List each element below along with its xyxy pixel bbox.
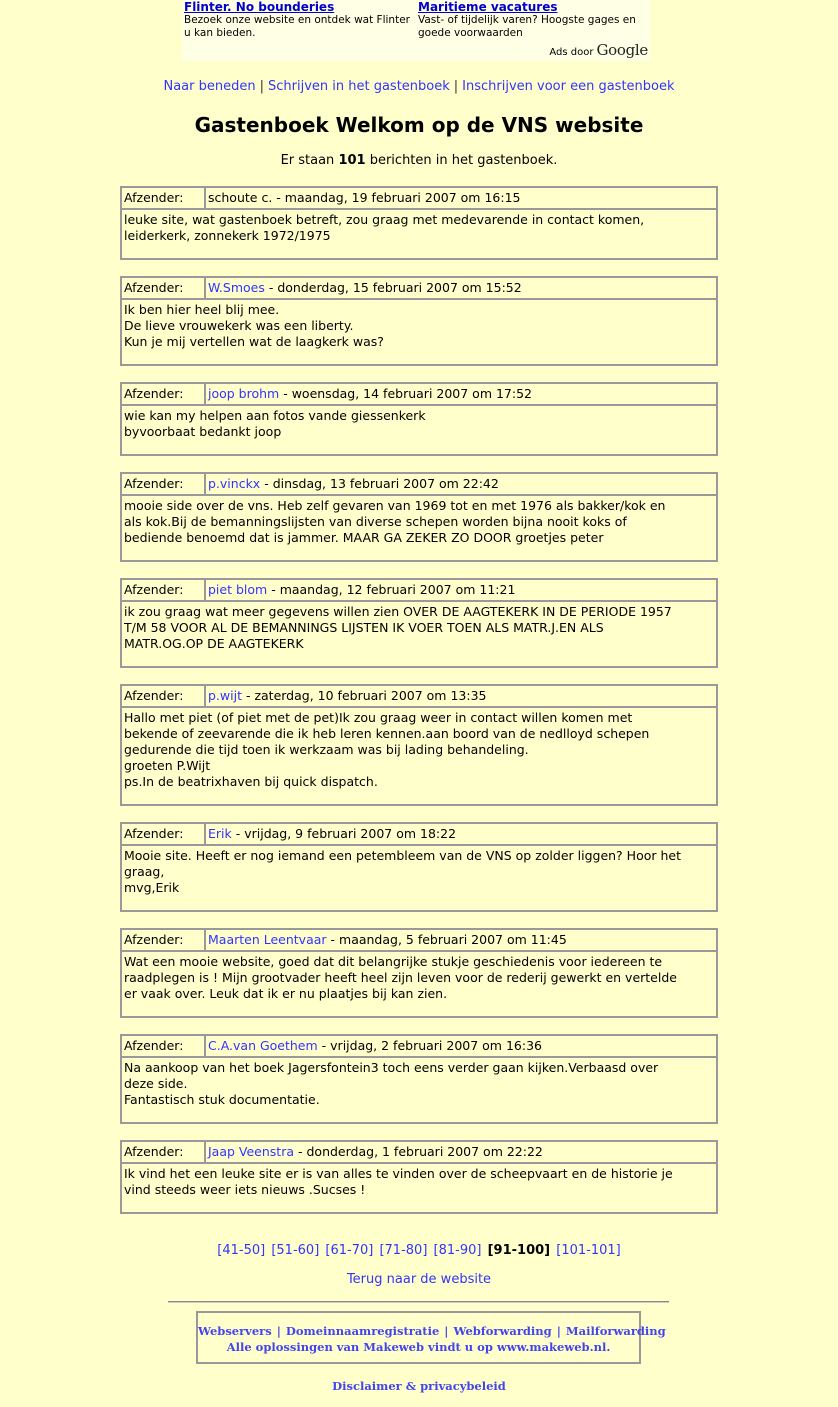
footer-tagline-link[interactable]: Alle oplossingen van Makeweb vindt u op www.makeweb.nl.: [226, 1340, 611, 1354]
entry-header: [122, 1142, 716, 1164]
entry-header: [122, 278, 716, 300]
guestbook-entry: [120, 472, 718, 562]
guestbook-entry: [120, 186, 718, 260]
entry-header: [122, 188, 716, 210]
google-ads-box: [182, 0, 650, 61]
disclaimer-link[interactable]: Disclaimer & privacybeleid: [332, 1379, 506, 1393]
entry-message: leuke site, wat gastenboek betreft, zou graag met medevarende in contact komen, leiderkerk, zonnekerk 1972/1975: [124, 212, 645, 243]
sender-label: Afzender:: [122, 824, 206, 844]
entry-meta: p.wijt - zaterdag, 10 februari 2007 om 13:35: [208, 688, 487, 703]
pagination: [0, 1243, 838, 1258]
sender-name-link[interactable]: p.vinckx: [208, 476, 261, 491]
footer-separator: |: [276, 1324, 281, 1338]
guestbook-entry: [120, 928, 718, 1018]
nav-naar-beneden[interactable]: Naar beneden: [163, 79, 256, 94]
entry-meta: Erik - vrijdag, 9 februari 2007 om 18:22: [208, 826, 457, 841]
entry-date: vrijdag, 2 februari 2007 om 16:36: [330, 1038, 542, 1053]
page-link[interactable]: [101-101]: [556, 1243, 621, 1258]
entry-message: ik zou graag wat meer gegevens willen zien OVER DE AAGTEKERK IN DE PERIODE 1957 T/M 58 VOOR AL DE BEMANNINGS LIJSTEN IK VOER TOEN ALS MATR.J.EN ALS MATR.OG.OP DE AAGTEKERK: [124, 604, 672, 651]
sender-label: Afzender:: [122, 188, 206, 208]
page-link[interactable]: [51-60]: [271, 1243, 320, 1258]
entry-message: Hallo met piet (of piet met de pet)Ik zou graag weer in contact willen komen met bekende of zeevarende die ik heb leren kennen.aan boord van de nedlloyd schepen gedurende die tijd toen ik werkzaam was bij lading behandeling. groeten P.Wijt ps.In de beatrixhaven bij quick dispatch.: [124, 710, 650, 789]
entry-date: vrijdag, 9 februari 2007 om 18:22: [244, 826, 457, 841]
entry-header: [122, 1036, 716, 1058]
entry-date: dinsdag, 13 februari 2007 om 22:42: [272, 476, 499, 491]
entry-date: maandag, 19 februari 2007 om 16:15: [284, 190, 521, 205]
entry-meta: W.Smoes - donderdag, 15 februari 2007 om 15:52: [208, 280, 522, 295]
entry-header: [122, 686, 716, 708]
footer-link-webforwarding[interactable]: Webforwarding: [453, 1324, 552, 1338]
guestbook-entries: [120, 186, 718, 1230]
guestbook-entry: [120, 822, 718, 912]
top-navigation: [0, 79, 838, 94]
entry-meta: piet blom - maandag, 12 februari 2007 om 11:21: [208, 582, 516, 597]
ad-text: Vast- of tijdelijk varen? Hoogste gages en goede voorwaarden: [418, 14, 636, 39]
sender-name-link[interactable]: piet blom: [208, 582, 268, 597]
sender-label: Afzender:: [122, 686, 206, 706]
guestbook-entry: [120, 1034, 718, 1124]
entry-header: [122, 930, 716, 952]
entry-message: Na aankoop van het boek Jagersfontein3 toch eens verder gaan kijken.Verbaasd over deze side. Fantastisch stuk documentatie.: [124, 1060, 659, 1107]
entry-meta: schoute c. - maandag, 19 februari 2007 om 16:15: [208, 190, 521, 205]
sender-label: Afzender:: [122, 278, 206, 298]
page-link[interactable]: [81-90]: [433, 1243, 482, 1258]
page-link[interactable]: [41-50]: [217, 1243, 266, 1258]
entry-header: [122, 384, 716, 406]
entry-message: Ik ben hier heel blij mee. De lieve vrouwekerk was een liberty. Kun je mij vertellen wat de laagkerk was?: [124, 302, 384, 349]
entry-meta: Maarten Leentvaar - maandag, 5 februari 2007 om 11:45: [208, 932, 567, 947]
entry-message: Wat een mooie website, goed dat dit belangrijke stukje geschiedenis voor iedereen te raadplegen is ! Mijn grootvader heeft heel zijn leven voor de rederij gewerkt en vertelde er vaak over. Leuk dat ik er nu plaatjes bij kan zien.: [124, 954, 677, 1001]
nav-separator: |: [259, 79, 264, 94]
page-current: [91-100]: [487, 1243, 551, 1258]
guestbook-entry: [120, 1140, 718, 1214]
ad-item: [184, 0, 412, 40]
entry-message: Mooie site. Heeft er nog iemand een petembleem van de VNS op zolder liggen? Hoor het graag, mvg,Erik: [124, 848, 681, 895]
footer-link-webservers[interactable]: Webservers: [198, 1324, 272, 1338]
entry-message: wie kan my helpen aan fotos vande giessenkerk byvoorbaat bedankt joop: [124, 408, 426, 439]
entry-date: maandag, 5 februari 2007 om 11:45: [339, 932, 567, 947]
makeweb-footer: [196, 1311, 666, 1364]
entry-date: woensdag, 14 februari 2007 om 17:52: [291, 386, 532, 401]
entry-date: zaterdag, 10 februari 2007 om 13:35: [254, 688, 487, 703]
footer-link-mailforwarding[interactable]: Mailforwarding: [565, 1324, 666, 1338]
sender-label: Afzender:: [122, 580, 206, 600]
page-title: Gastenboek Welkom op de VNS website: [194, 113, 644, 137]
count-prefix: Er staan: [280, 153, 339, 168]
sender-name-link[interactable]: C.A.van Goethem: [208, 1038, 318, 1053]
nav-inschrijven[interactable]: Inschrijven voor een gastenboek: [462, 79, 675, 94]
ad-title-link[interactable]: Maritieme vacatures: [418, 0, 558, 14]
sender-label: Afzender:: [122, 1036, 206, 1056]
guestbook-entry: [120, 578, 718, 668]
entry-date: donderdag, 15 februari 2007 om 15:52: [277, 280, 522, 295]
sender-name-link[interactable]: Erik: [208, 826, 232, 841]
entry-date: maandag, 12 februari 2007 om 11:21: [279, 582, 516, 597]
guestbook-entry: [120, 382, 718, 456]
ad-item: [418, 0, 646, 40]
sender-label: Afzender:: [122, 384, 206, 404]
entry-message: mooie side over de vns. Heb zelf gevaren van 1969 tot en met 1976 als bakker/kok en als kok.Bij de bemanningslijsten van diverse schepen worden bijna nooit koks of bediende benoemd dat is jammer. MAAR GA ZEKER ZO DOOR groetjes peter: [124, 498, 666, 545]
ads-by-label: Ads door: [549, 47, 594, 58]
entry-header: [122, 474, 716, 496]
sender-label: Afzender:: [122, 1142, 206, 1162]
sender-name: schoute c.: [208, 190, 273, 205]
footer-separator: |: [556, 1324, 561, 1338]
sender-label: Afzender:: [122, 474, 206, 494]
page-link[interactable]: [61-70]: [325, 1243, 374, 1258]
sender-name-link[interactable]: joop brohm: [208, 386, 280, 401]
disclaimer: [0, 1379, 838, 1393]
count-suffix: berichten in het gastenboek.: [365, 153, 558, 168]
guestbook-entry: [120, 684, 718, 806]
sender-name-link[interactable]: p.wijt: [208, 688, 242, 703]
nav-schrijven[interactable]: Schrijven in het gastenboek: [267, 79, 450, 94]
entry-header: [122, 824, 716, 846]
count-number: 101: [338, 153, 366, 168]
footer-links: [198, 1323, 666, 1339]
page-link[interactable]: [71-80]: [379, 1243, 428, 1258]
google-logo: Google: [596, 41, 648, 59]
ad-title-link[interactable]: Flinter. No bounderies: [184, 0, 335, 14]
sender-name-link[interactable]: W.Smoes: [208, 280, 265, 295]
message-count: [0, 153, 838, 168]
footer-link-domeinnaamregistratie[interactable]: Domeinnaamregistratie: [285, 1324, 440, 1338]
sender-name-link[interactable]: Maarten Leentvaar: [208, 932, 327, 947]
back-to-website-link[interactable]: Terug naar de website: [346, 1272, 492, 1287]
entry-meta: C.A.van Goethem - vrijdag, 2 februari 2007 om 16:36: [208, 1038, 542, 1053]
ad-text: Bezoek onze website en ontdek wat Flinter u kan bieden.: [184, 14, 410, 39]
entry-meta: p.vinckx - dinsdag, 13 februari 2007 om 22:42: [208, 476, 499, 491]
guestbook-entry: [120, 276, 718, 366]
entry-meta: joop brohm - woensdag, 14 februari 2007 om 17:52: [208, 386, 532, 401]
back-to-website: [0, 1272, 838, 1287]
entry-meta: Jaap Veenstra - donderdag, 1 februari 2007 om 22:22: [208, 1144, 543, 1159]
entry-message: Ik vind het een leuke site er is van alles te vinden over de scheepvaart en de historie je vind steeds weer iets nieuws .Sucses !: [124, 1166, 673, 1197]
sender-label: Afzender:: [122, 930, 206, 950]
divider: [168, 1301, 669, 1303]
ads-by-google[interactable]: [549, 41, 648, 59]
nav-separator: |: [453, 79, 459, 94]
sender-name-link[interactable]: Jaap Veenstra: [208, 1144, 295, 1159]
entry-date: donderdag, 1 februari 2007 om 22:22: [306, 1144, 543, 1159]
entry-header: [122, 580, 716, 602]
footer-separator: |: [444, 1324, 449, 1338]
